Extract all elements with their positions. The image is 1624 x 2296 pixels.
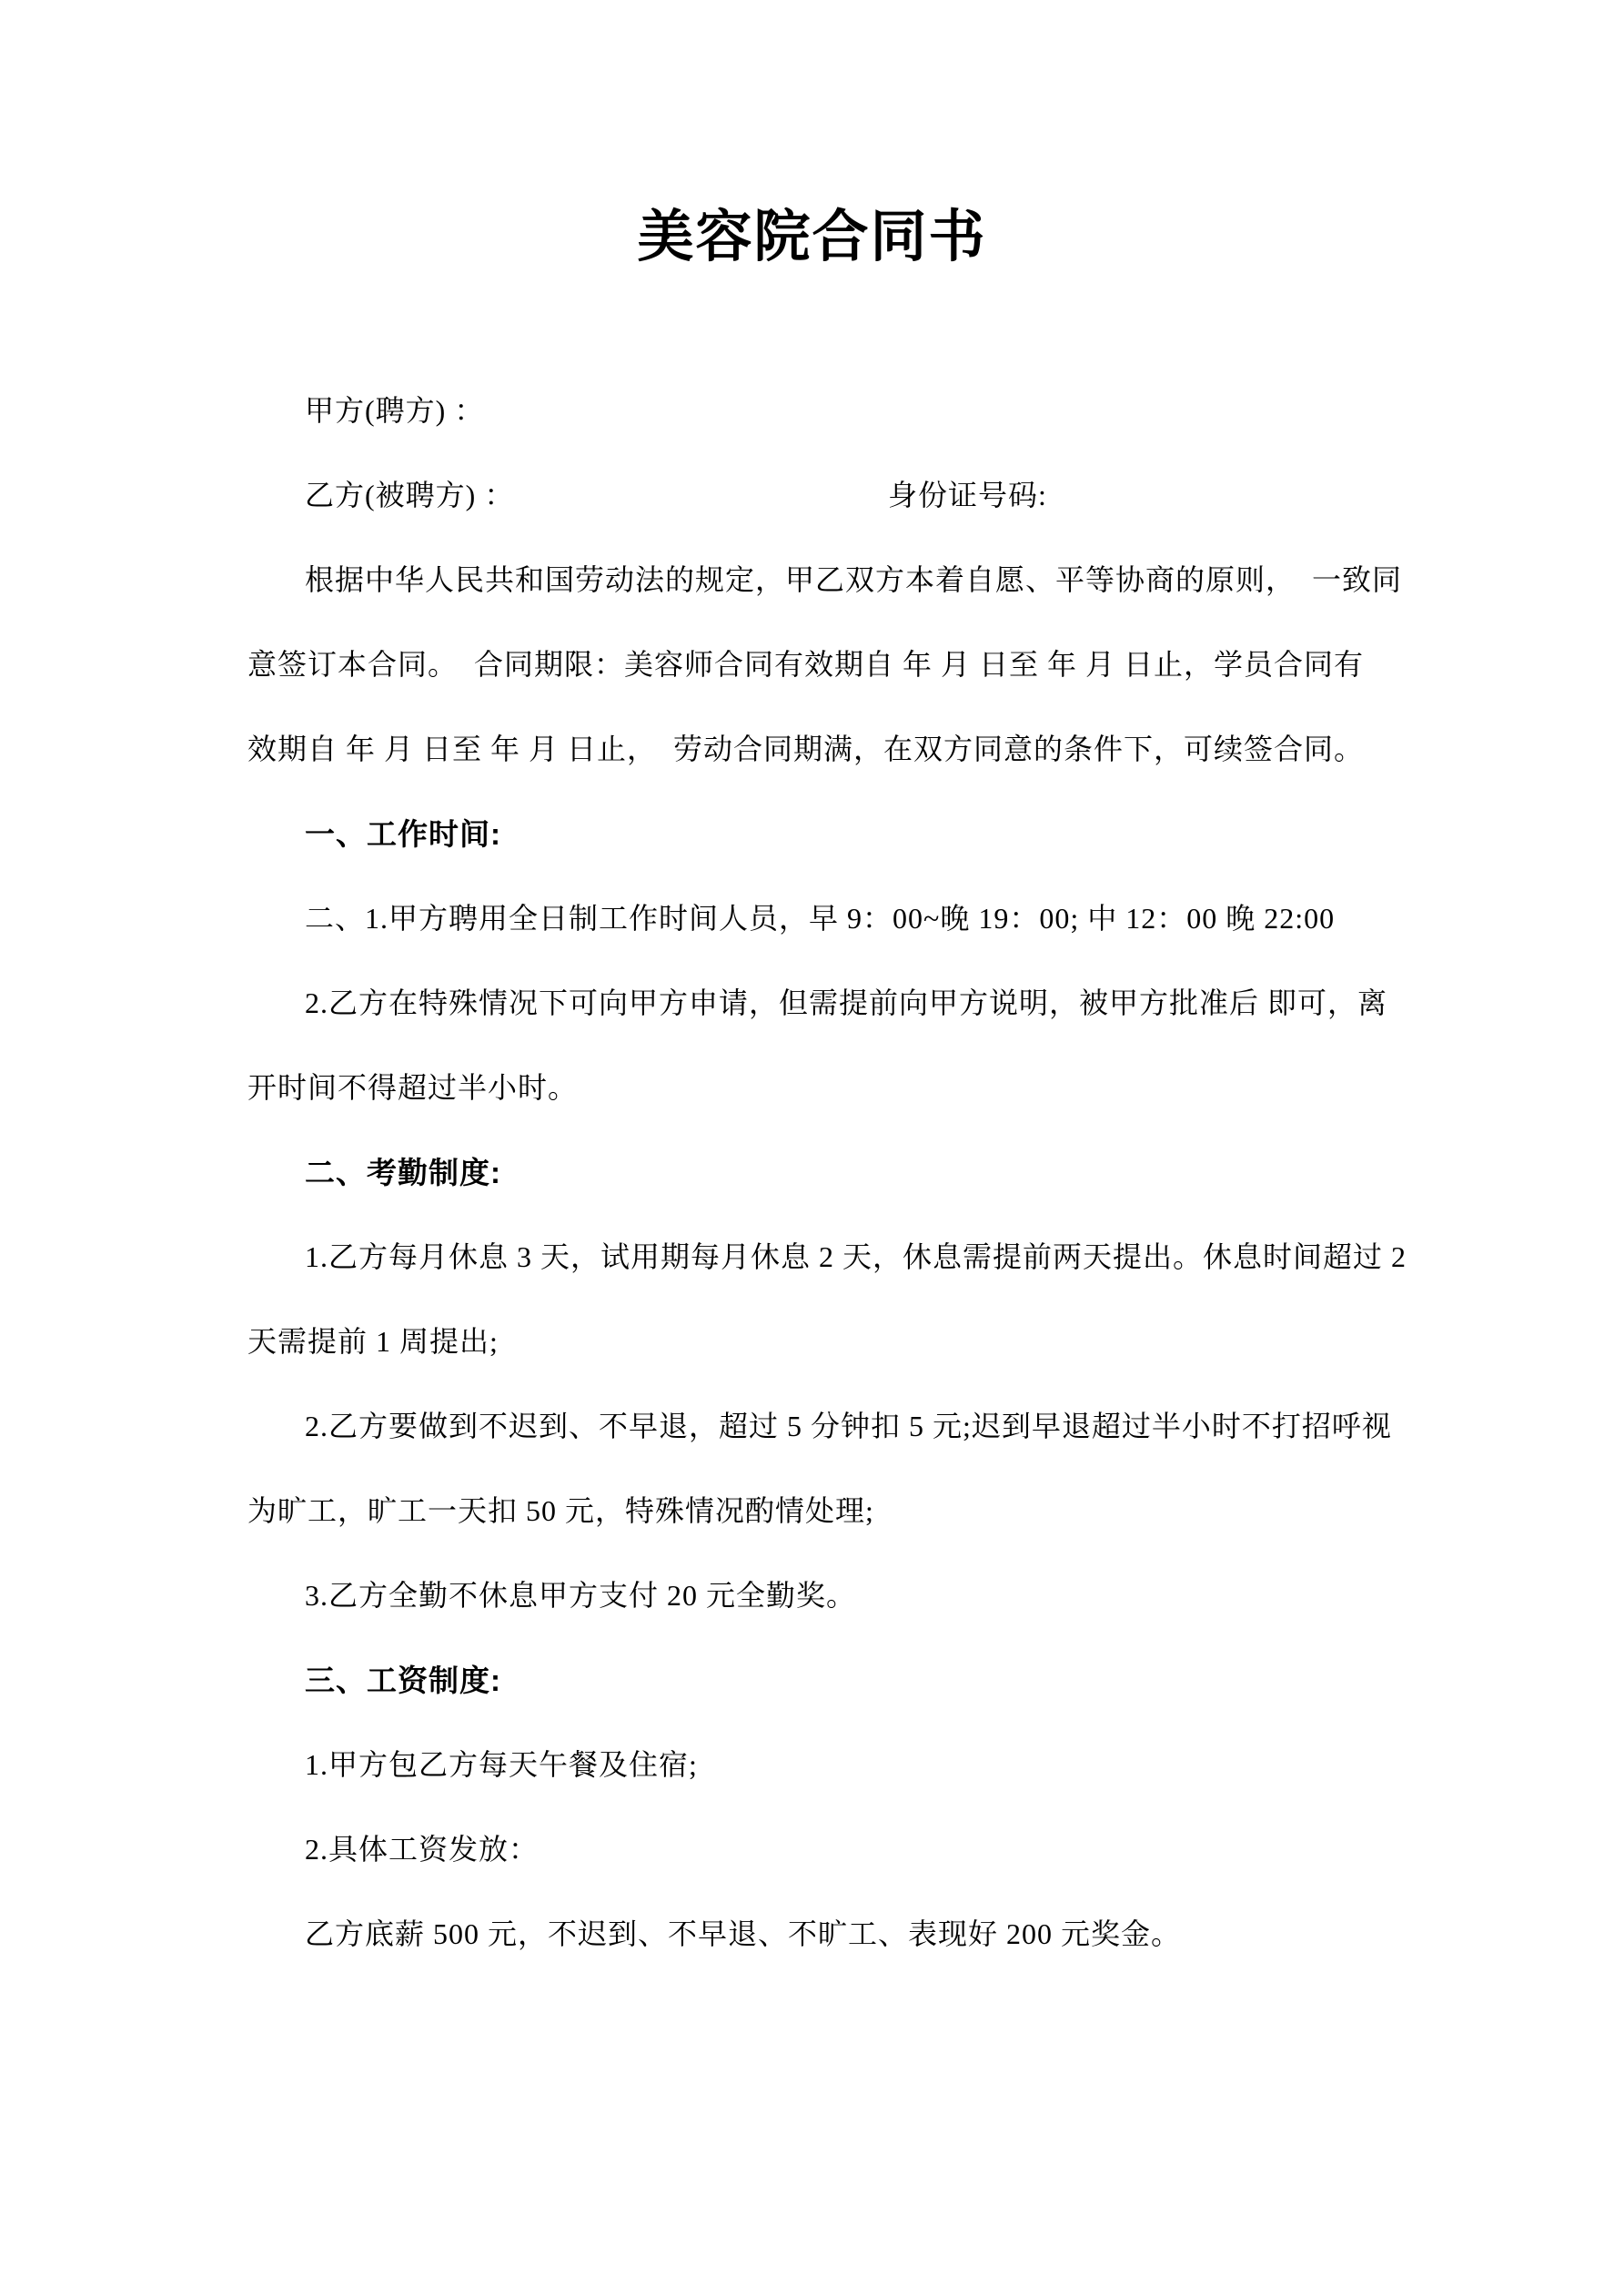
document-line [247, 538, 1403, 622]
id-number-label: 身份证号码: [888, 479, 1047, 511]
document-line [247, 1638, 1394, 1723]
document-line [247, 1553, 1394, 1638]
line-text: 一、工作时间: [305, 817, 501, 851]
line-text: 1.乙方每月休息 3 天，试用期每月休息 2 天，休息需提前两天提出。休息时间超过 2 [305, 1240, 1407, 1273]
line-text: 意签订本合同。 合同期限：美容师合同有效期自 年 月 日至 年 月 日止，学员合同有 [247, 648, 1365, 681]
document-line [247, 1807, 1394, 1892]
line-text: 2.具体工资发放： [305, 1833, 540, 1866]
line-text: 效期自 年 月 日至 年 月 日止， 劳动合同期满，在双方同意的条件下，可续签合同。 [247, 733, 1365, 765]
line-text: 天需提前 1 周提出; [247, 1325, 499, 1358]
line-text: 2.乙方在特殊情况下可向甲方申请，但需提前向甲方说明，被甲方批准后 即可，离 [305, 986, 1388, 1019]
document-line [247, 1469, 1394, 1553]
document-line [247, 707, 1394, 792]
line-text: 二、1.甲方聘用全日制工作时间人员，早 9：00~晚 19：00; 中 12：00 晚 22:00 [305, 902, 1336, 935]
document-line [247, 622, 1394, 707]
document-line [247, 961, 1394, 1046]
document-line [247, 1300, 1394, 1384]
line-text: 2.乙方要做到不迟到、不早退，超过 5 分钟扣 5 元;迟到早退超过半小时不打招呼视 [305, 1410, 1392, 1442]
line-text: 甲方(聘方) ： [305, 394, 485, 427]
document-line [247, 369, 1394, 453]
line-text: 为旷工，旷工一天扣 50 元，特殊情况酌情处理; [247, 1494, 874, 1527]
document-body [247, 369, 1407, 1977]
line-text: 根据中华人民共和国劳动法的规定，甲乙双方本着自愿、平等协商的原则， 一致同 [305, 563, 1403, 596]
line-text: 二、考勤制度: [305, 1156, 501, 1189]
document-line [247, 1046, 1394, 1130]
document-line [247, 792, 1394, 876]
document-line [247, 1384, 1394, 1469]
document-line [247, 453, 1394, 538]
document-line [247, 876, 1394, 961]
document-title: 美容院合同书 [637, 207, 987, 268]
line-text: 乙方底薪 500 元，不迟到、不早退、不旷工、表现好 200 元奖金。 [305, 1917, 1182, 1950]
document-line [247, 1215, 1407, 1300]
line-text: 开时间不得超过半小时。 [247, 1071, 579, 1104]
document-line [247, 1130, 1394, 1215]
line-text: 乙方(被聘方) ： [305, 479, 515, 511]
document-line [247, 1892, 1394, 1977]
line-text: 三、工资制度: [305, 1664, 501, 1697]
line-text: 3.乙方全勤不休息甲方支付 20 元全勤奖。 [305, 1579, 857, 1612]
document-line [247, 1723, 1394, 1807]
line-text: 1.甲方包乙方每天午餐及住宿; [305, 1748, 698, 1781]
